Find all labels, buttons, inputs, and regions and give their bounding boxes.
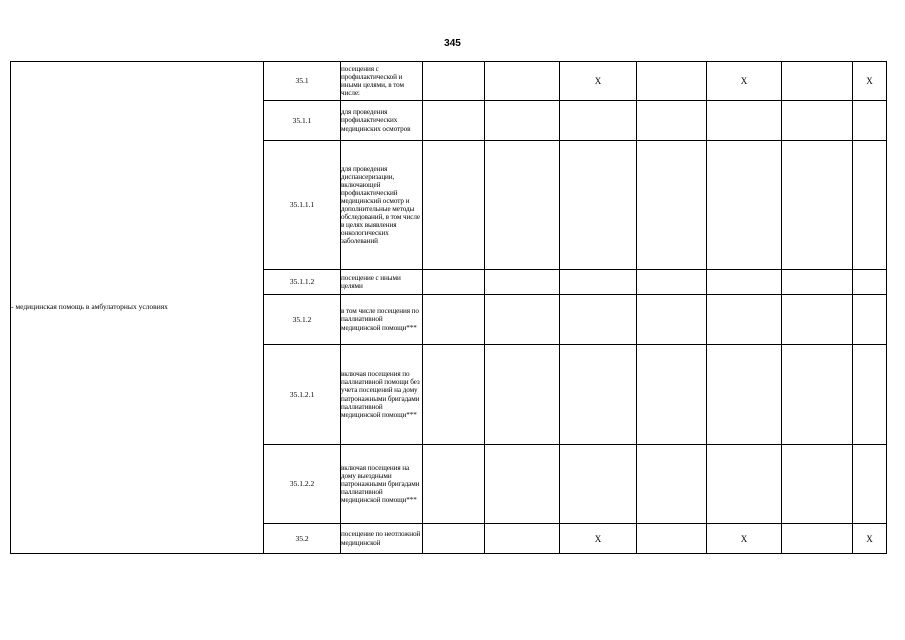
value-cell bbox=[637, 445, 707, 524]
value-cell: Х bbox=[560, 62, 637, 101]
row-code: 35.1.1.1 bbox=[289, 200, 315, 209]
value-cell bbox=[423, 295, 485, 345]
value-cell bbox=[853, 270, 887, 295]
value-cell bbox=[782, 345, 853, 445]
value-cell bbox=[782, 445, 853, 524]
value-cell bbox=[637, 270, 707, 295]
value-cell bbox=[560, 101, 637, 141]
row-code-cell bbox=[264, 345, 341, 445]
row-code-cell bbox=[264, 295, 341, 345]
value-cell bbox=[560, 345, 637, 445]
row-code-cell bbox=[264, 101, 341, 141]
value-cell: Х bbox=[707, 524, 782, 554]
row-code: 35.1 bbox=[295, 76, 309, 85]
page-number: 345 bbox=[444, 38, 461, 49]
value-cell bbox=[560, 270, 637, 295]
value-cell bbox=[485, 141, 560, 270]
value-cell bbox=[637, 345, 707, 445]
value-cell bbox=[423, 445, 485, 524]
value-cell bbox=[782, 101, 853, 141]
row-code-cell bbox=[264, 62, 341, 101]
value-cell bbox=[637, 62, 707, 101]
row-description: в том числе посещения по паллиативной медицинской помощи*** bbox=[341, 295, 423, 345]
value-cell bbox=[707, 270, 782, 295]
value-cell bbox=[853, 141, 887, 270]
value-cell bbox=[853, 345, 887, 445]
section-label: - медицинская помощь в амбулаторных условиях bbox=[11, 62, 264, 554]
row-code-cell bbox=[264, 270, 341, 295]
value-cell bbox=[707, 445, 782, 524]
row-description: для проведения профилактических медицинских осмотров bbox=[341, 101, 423, 141]
value-cell bbox=[853, 445, 887, 524]
row-code-cell bbox=[264, 445, 341, 524]
row-code: 35.1.2.2 bbox=[289, 479, 315, 488]
value-cell bbox=[423, 345, 485, 445]
row-code: 35.1.2 bbox=[292, 314, 312, 324]
value-cell bbox=[853, 295, 887, 345]
value-cell bbox=[423, 141, 485, 270]
value-cell bbox=[637, 295, 707, 345]
row-code: 35.1.1.2 bbox=[289, 277, 315, 286]
value-cell: Х bbox=[853, 524, 887, 554]
row-description: включая посещения по паллиативной помощи без учета посещений на дому патронажными бригадами паллиативной медицинской помощи*** bbox=[341, 345, 423, 445]
row-description: посещение с иными целями bbox=[341, 270, 423, 295]
value-cell bbox=[560, 445, 637, 524]
value-cell bbox=[423, 524, 485, 554]
value-cell: Х bbox=[707, 62, 782, 101]
value-cell bbox=[782, 270, 853, 295]
value-cell bbox=[485, 270, 560, 295]
row-code: 35.1.1 bbox=[292, 115, 312, 125]
value-cell bbox=[782, 141, 853, 270]
data-table bbox=[10, 61, 887, 554]
value-cell bbox=[707, 295, 782, 345]
value-cell bbox=[707, 141, 782, 270]
value-cell bbox=[637, 141, 707, 270]
row-code-cell bbox=[264, 141, 341, 270]
value-cell bbox=[707, 345, 782, 445]
value-cell bbox=[560, 141, 637, 270]
value-cell bbox=[637, 101, 707, 141]
value-cell: Х bbox=[560, 524, 637, 554]
row-code-cell bbox=[264, 524, 341, 554]
value-cell bbox=[782, 524, 853, 554]
value-cell bbox=[423, 270, 485, 295]
value-cell bbox=[485, 445, 560, 524]
value-cell bbox=[782, 62, 853, 101]
row-code: 35.2 bbox=[295, 533, 309, 543]
table-row bbox=[11, 62, 887, 101]
value-cell bbox=[637, 524, 707, 554]
value-cell bbox=[560, 295, 637, 345]
row-code: 35.1.2.1 bbox=[289, 389, 315, 399]
row-description: посещение по неотложной медицинской bbox=[341, 524, 423, 554]
value-cell bbox=[485, 524, 560, 554]
value-cell bbox=[423, 62, 485, 101]
value-cell bbox=[782, 295, 853, 345]
row-description: включая посещения на дому выездными патронажными бригадами паллиативной медицинской помощи*** bbox=[341, 445, 423, 524]
value-cell bbox=[485, 295, 560, 345]
value-cell bbox=[485, 345, 560, 445]
value-cell bbox=[707, 101, 782, 141]
value-cell bbox=[485, 101, 560, 141]
value-cell bbox=[853, 101, 887, 141]
row-description: посещения с профилактической и иными целями, в том числе: bbox=[341, 62, 423, 101]
value-cell bbox=[485, 62, 560, 101]
value-cell bbox=[423, 101, 485, 141]
value-cell: Х bbox=[853, 62, 887, 101]
row-description: для проведения диспансеризации, включающей профилактический медицинский осмотр и дополнительные методы обследований, в том числе в целях выявления онкологических заболеваний bbox=[341, 141, 423, 270]
